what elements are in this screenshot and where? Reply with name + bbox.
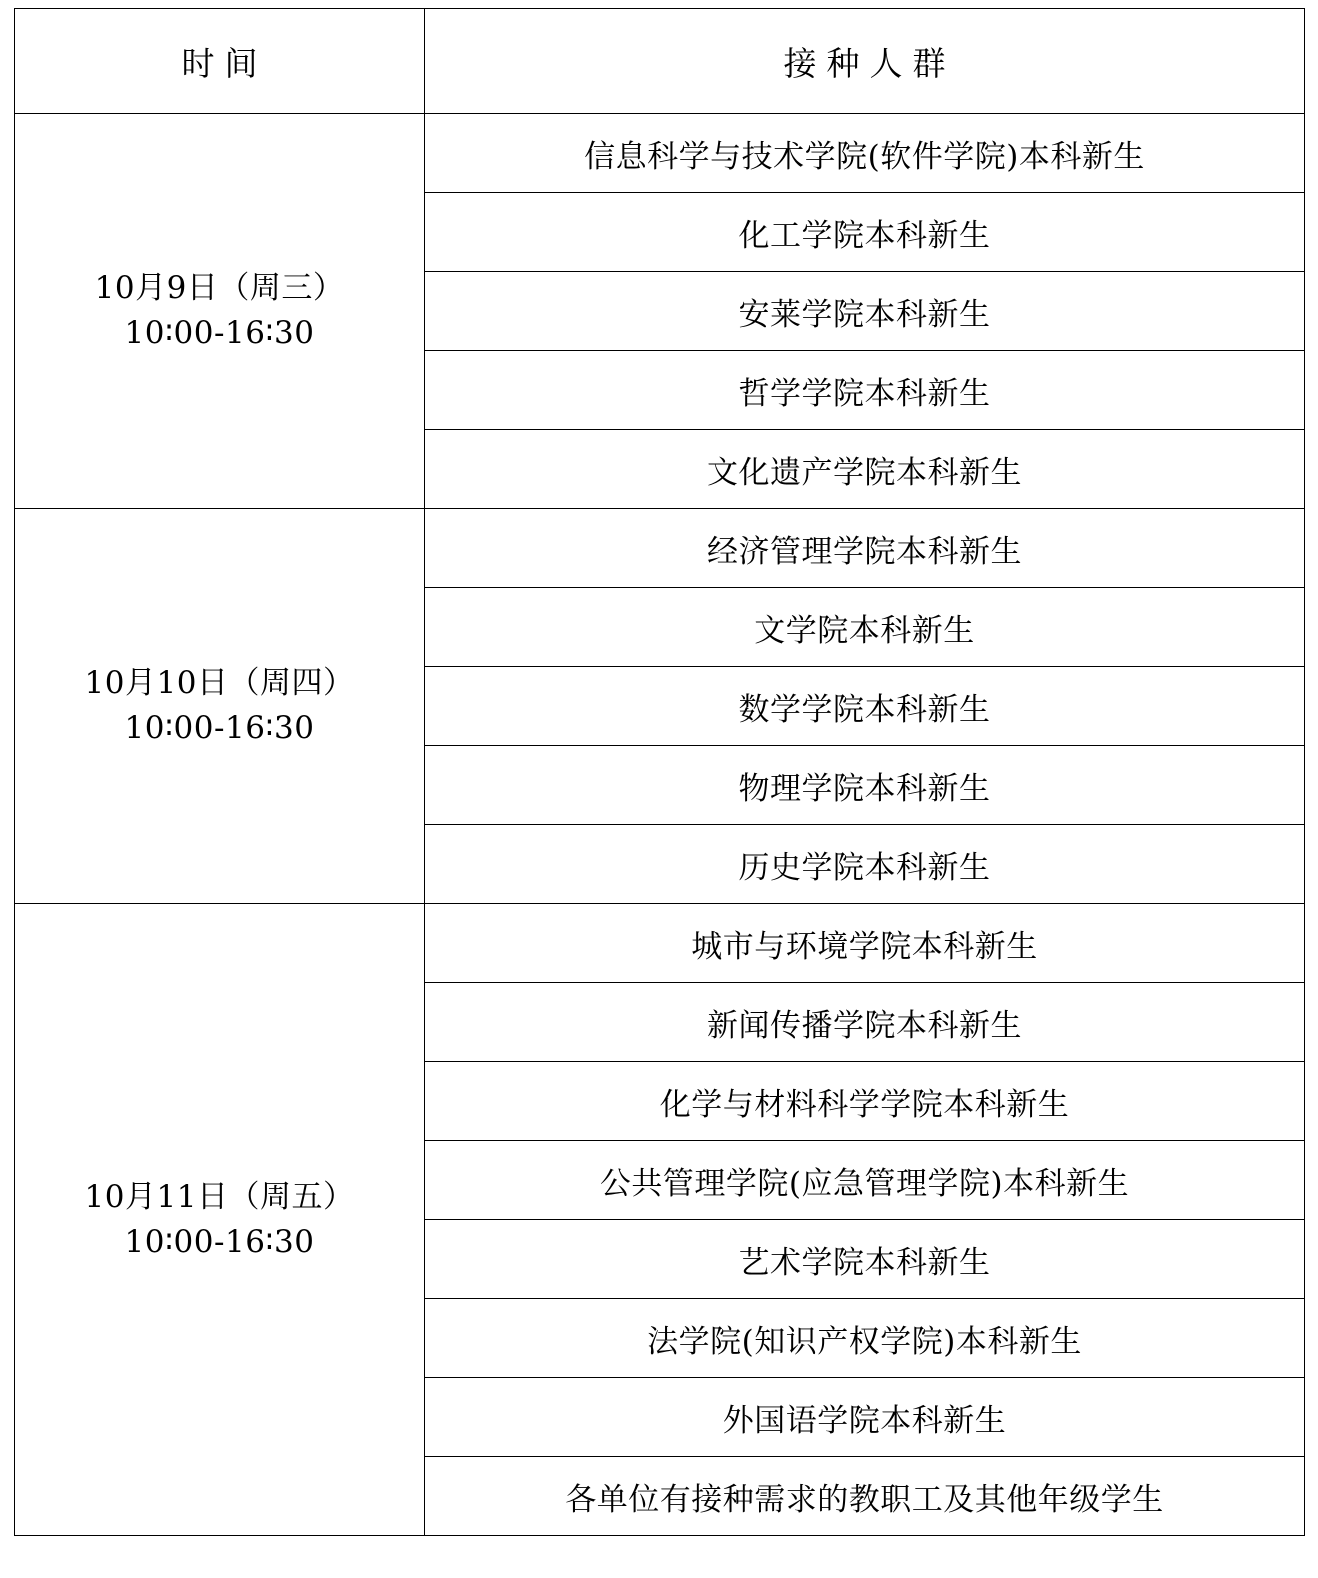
group-cell: 化学与材料科学学院本科新生 (425, 1062, 1305, 1141)
group-cell: 各单位有接种需求的教职工及其他年级学生 (425, 1457, 1305, 1536)
date-label-day-3: 10月11日（周五） (84, 1178, 355, 1215)
column-header-time: 时间 (15, 9, 425, 114)
group-cell: 城市与环境学院本科新生 (425, 904, 1305, 983)
time-cell-day-3 (15, 904, 425, 1536)
time-cell-day-1 (15, 114, 425, 509)
group-cell: 法学院(知识产权学院)本科新生 (425, 1299, 1305, 1378)
date-label-day-1: 10月9日（周三） (94, 270, 345, 307)
group-cell: 艺术学院本科新生 (425, 1220, 1305, 1299)
group-cell: 物理学院本科新生 (425, 746, 1305, 825)
table-header-row (15, 9, 1305, 114)
group-cell: 数学学院本科新生 (425, 667, 1305, 746)
time-cell-day-2 (15, 509, 425, 904)
group-cell: 化工学院本科新生 (425, 193, 1305, 272)
group-cell: 文学院本科新生 (425, 588, 1305, 667)
group-cell: 外国语学院本科新生 (425, 1378, 1305, 1457)
column-header-group: 接种人群 (425, 9, 1305, 114)
group-cell: 公共管理学院(应急管理学院)本科新生 (425, 1141, 1305, 1220)
table-body (15, 114, 1305, 1536)
group-cell: 新闻传播学院本科新生 (425, 983, 1305, 1062)
vaccination-schedule-table (14, 8, 1305, 1536)
date-label-day-2: 10月10日（周四） (84, 665, 355, 702)
group-cell: 文化遗产学院本科新生 (425, 430, 1305, 509)
group-cell: 安莱学院本科新生 (425, 272, 1305, 351)
table-header (15, 9, 1305, 114)
table-row (15, 904, 1305, 983)
group-cell: 哲学学院本科新生 (425, 351, 1305, 430)
group-cell: 历史学院本科新生 (425, 825, 1305, 904)
time-range-day-1: 10∶00-16∶30 (124, 315, 315, 351)
time-range-day-2: 10∶00-16∶30 (124, 710, 315, 746)
group-cell: 经济管理学院本科新生 (425, 509, 1305, 588)
group-cell: 信息科学与技术学院(软件学院)本科新生 (425, 114, 1305, 193)
table-row (15, 114, 1305, 193)
table-row (15, 509, 1305, 588)
time-range-day-3: 10∶00-16∶30 (124, 1223, 315, 1260)
